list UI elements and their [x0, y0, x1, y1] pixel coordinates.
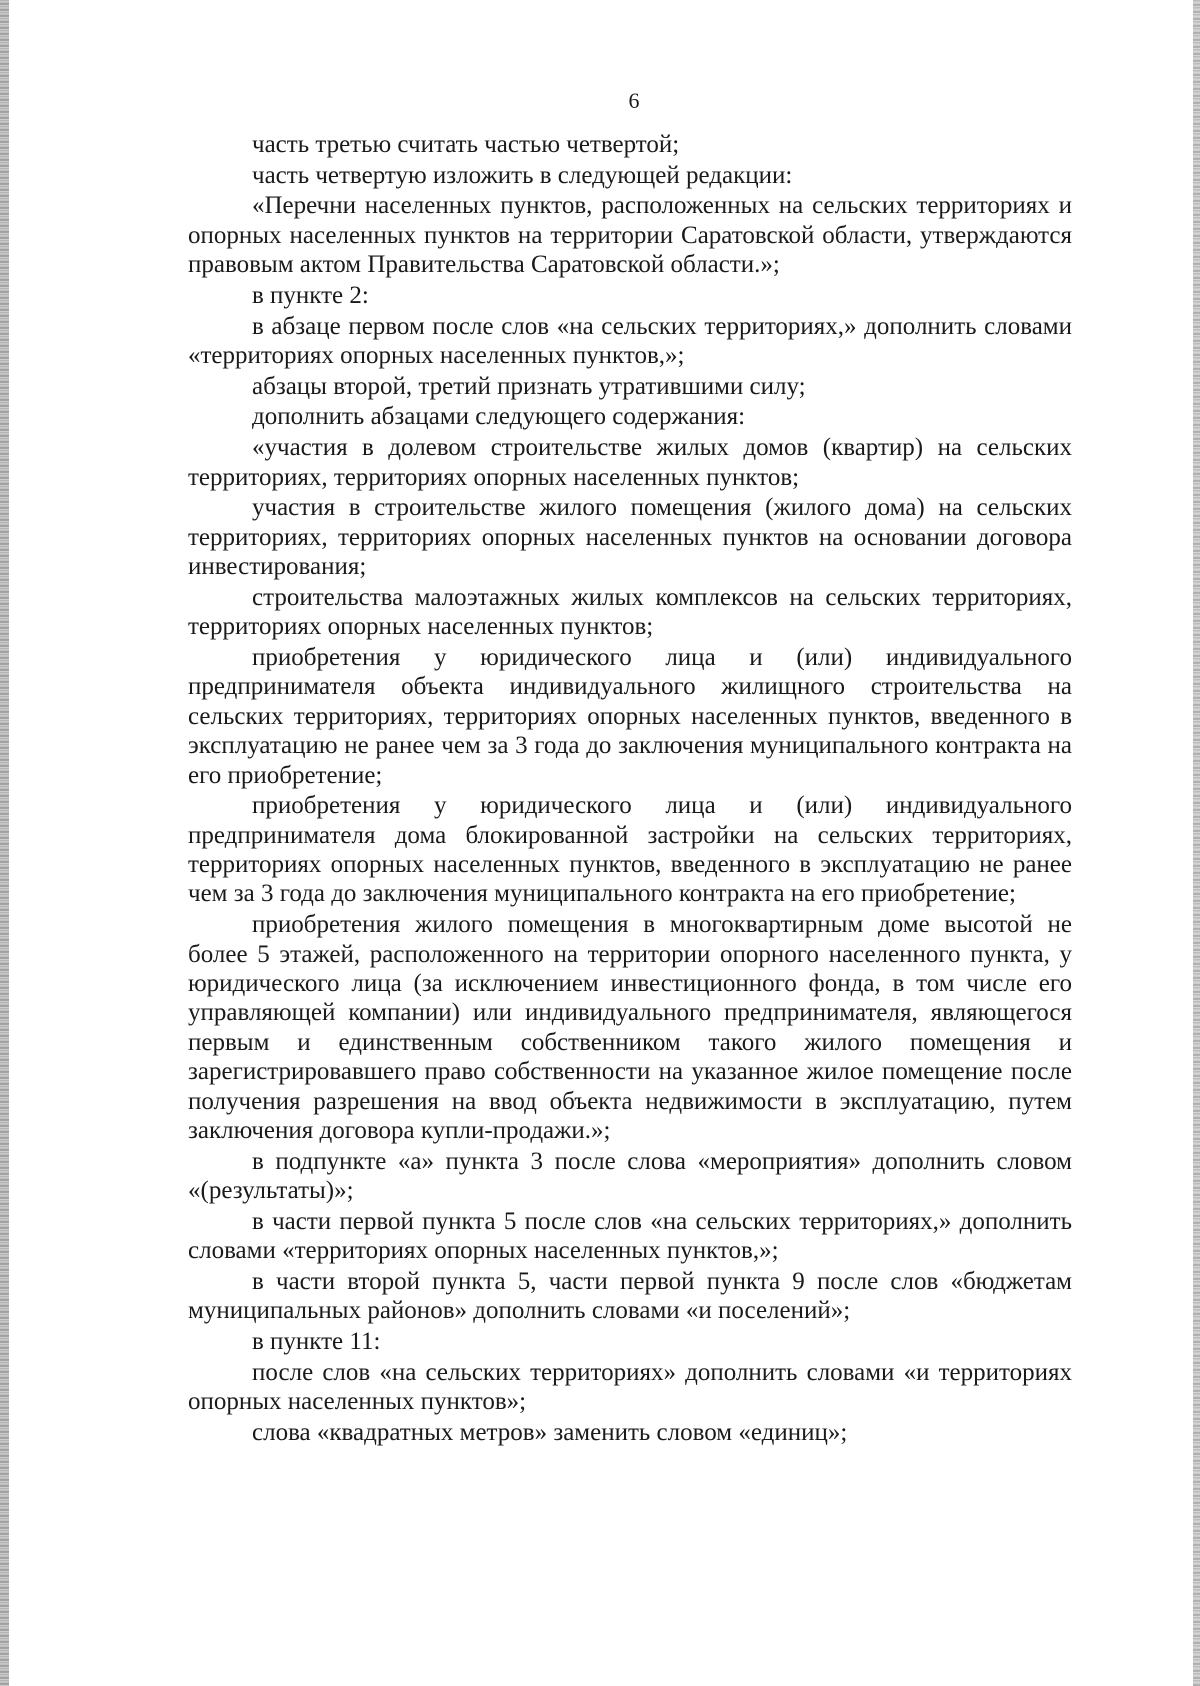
paragraph: после слов «на сельских территориях» дополнить словами «и территориях опорных населенных пунктов»; — [188, 1358, 1072, 1416]
paragraph: «участия в долевом строительстве жилых домов (квартир) на сельских территориях, территориях опорных населенных пунктов; — [188, 434, 1072, 491]
paragraph: в подпункте «а» пункта 3 после слова «мероприятия» дополнить словом «(результаты)»; — [188, 1147, 1072, 1205]
document-body — [188, 130, 1072, 1449]
page-number: 6 — [628, 88, 640, 113]
paragraph: в части второй пункта 5, части первой пункта 9 после слов «бюджетам муниципальных районов» дополнить словами «и поселений»; — [188, 1267, 1072, 1325]
paragraph: приобретения жилого помещения в многоквартирным доме высотой не более 5 этажей, расположенного на территории опорного населенного пункта, у юридического лица (за исключением инвестиционного фонда, в том числе его управляющей компании) или индивидуального предпринимателя, являющегося первым и единственным собственником такого жилого помещения и зарегистрировавшего право собственности на указанное жилое помещение после получения разрешения на ввод объекта недвижимости в эксплуатацию, путем заключения договора купли-продажи.»; — [188, 911, 1072, 1144]
paragraph: в части первой пункта 5 после слов «на сельских территориях,» дополнить словами «территориях опорных населенных пунктов,»; — [188, 1207, 1072, 1265]
paragraph: часть третью считать частью четвертой; — [252, 131, 680, 158]
paragraph: приобретения у юридического лица и (или) индивидуального предпринимателя дома блокированной застройки на сельских территориях, территориях опорных населенных пунктов, введенного в эксплуатацию не ранее чем за 3 года до заключения муниципального контракта на его приобретение; — [188, 792, 1072, 908]
paragraph: слова «квадратных метров» заменить словом «единиц»; — [252, 1418, 848, 1446]
paragraph: в пункте 2: — [252, 281, 369, 309]
paragraph: часть четвертую изложить в следующей редакции: — [252, 161, 793, 189]
paragraph: участия в строительстве жилого помещения (жилого дома) на сельских территориях, территориях опорных населенных пунктов на основании договора инвестирования; — [188, 494, 1072, 581]
paragraph: строительства малоэтажных жилых комплексов на сельских территориях, территориях опорных населенных пунктов; — [188, 583, 1072, 641]
paragraph: в пункте 11: — [252, 1328, 381, 1355]
paragraph: дополнить абзацами следующего содержания: — [252, 403, 746, 431]
scan-edge-left — [0, 0, 9, 1686]
scan-edge-right — [1193, 0, 1200, 1686]
paragraph: абзацы второй, третий признать утратившими силу; — [252, 372, 806, 400]
paragraph: приобретения у юридического лица и (или) индивидуального предпринимателя объекта индивидуального жилищного строительства на сельских территориях, территориях опорных населенных пунктов, введенного в эксплуатацию не ранее чем за 3 года до заключения муниципального контракта на его приобретение; — [188, 643, 1072, 789]
paragraph: «Перечни населенных пунктов, расположенных на сельских территориях и опорных населенных пунктов на территории Саратовской области, утверждаются правовым актом Правительства Саратовской области.»; — [188, 192, 1072, 279]
paragraph: в абзаце первом после слов «на сельских территориях,» дополнить словами «территориях опорных населенных пунктов,»; — [188, 312, 1072, 370]
